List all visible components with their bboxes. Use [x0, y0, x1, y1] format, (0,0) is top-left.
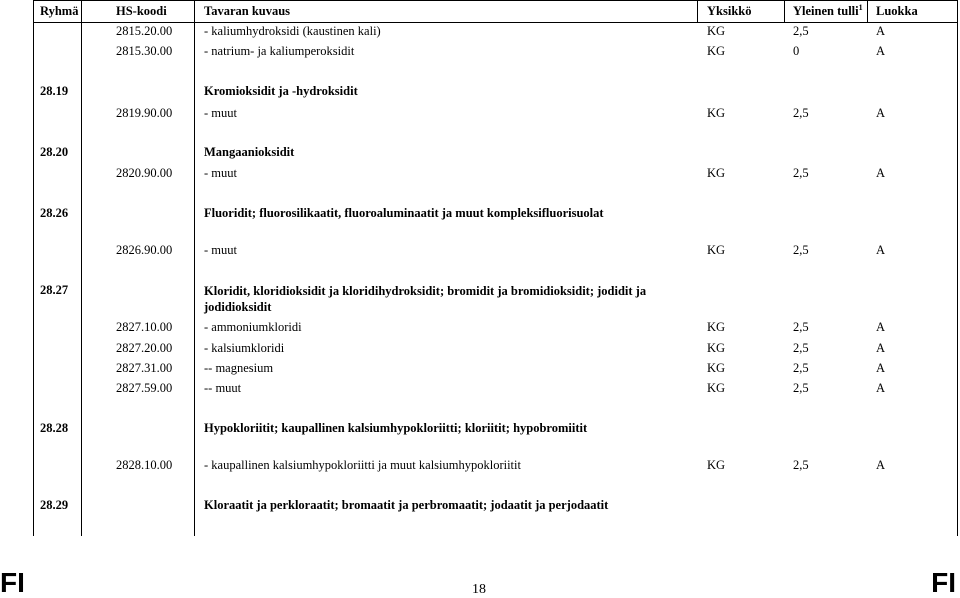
header-ryhma: Ryhmä: [40, 4, 79, 18]
description: - kaliumhydroksidi (kaustinen kali): [204, 24, 381, 38]
table-row: [34, 44, 957, 62]
description: - ammoniumkloridi: [204, 320, 302, 334]
group-code: 28.26: [40, 206, 69, 220]
tariff-rate: 2,5: [793, 381, 809, 395]
unit: KG: [707, 341, 726, 355]
unit: KG: [707, 106, 726, 120]
table-row: [34, 24, 957, 42]
tariff-rate: 0: [793, 44, 800, 58]
unit: KG: [707, 166, 726, 180]
group-description: Kloraatit ja perkloraatit; bromaatit ja perbromaatit; jodaatit ja perjodaatit: [204, 498, 609, 512]
header-hs-koodi: HS-koodi: [116, 4, 167, 18]
class: A: [876, 106, 886, 120]
header-bottom-border: [34, 22, 957, 23]
class: A: [876, 320, 886, 334]
group-description: Kromioksidit ja -hydroksidit: [204, 84, 358, 98]
class: A: [876, 44, 886, 58]
table-row: [34, 458, 957, 476]
unit: KG: [707, 361, 726, 375]
hs-code: 2827.59.00: [116, 381, 173, 395]
group-code: 28.27: [40, 283, 69, 297]
table-row: [34, 320, 957, 338]
tariff-rate: 2,5: [793, 24, 809, 38]
footer-country-code-right: FI: [931, 567, 956, 598]
description: - natrium- ja kaliumperoksidit: [204, 44, 355, 58]
description: - muut: [204, 243, 237, 257]
unit: KG: [707, 458, 726, 472]
table-row: [34, 381, 957, 399]
group-code: 28.20: [40, 145, 69, 159]
header-yksikko: Yksikkö: [707, 4, 752, 18]
column-divider: [81, 0, 82, 536]
footer-country-code-left: FI: [0, 567, 25, 598]
tariff-rate: 2,5: [793, 166, 809, 180]
table-header: [34, 0, 957, 22]
unit: KG: [707, 24, 726, 38]
class: A: [876, 24, 886, 38]
group-description: Mangaanioksidit: [204, 145, 295, 159]
table-row-group: [34, 84, 957, 102]
table-row: [34, 243, 957, 261]
table-row-group: [34, 145, 957, 163]
class: A: [876, 361, 886, 375]
tariff-rate: 2,5: [793, 361, 809, 375]
column-divider: [194, 0, 195, 536]
hs-code: 2826.90.00: [116, 243, 173, 257]
group-code: 28.29: [40, 498, 69, 512]
description: -- muut: [204, 381, 242, 395]
table-row: [34, 166, 957, 184]
tariff-rate: 2,5: [793, 243, 809, 257]
group-description: Fluoridit; fluorosilikaatit, fluoroaluminaatit ja muut kompleksifluorisuolat: [204, 206, 604, 220]
table-row: [34, 361, 957, 379]
header-tulli: [793, 4, 863, 19]
table-row-group: [34, 283, 957, 317]
hs-code: 2827.10.00: [116, 320, 173, 334]
hs-code: 2827.20.00: [116, 341, 173, 355]
class: A: [876, 243, 886, 257]
group-code: 28.19: [40, 84, 69, 98]
description: - muut: [204, 106, 237, 120]
footnote-marker: 1: [858, 2, 863, 12]
tariff-rate: 2,5: [793, 458, 809, 472]
table-row-group: [34, 206, 957, 224]
tariff-rate: 2,5: [793, 320, 809, 334]
table-row: [34, 106, 957, 124]
table-row-group: [34, 421, 957, 439]
description: - muut: [204, 166, 237, 180]
class: A: [876, 166, 886, 180]
group-description: Hypokloriitit; kaupallinen kalsiumhypokloriitti; kloriitit; hypobromiitit: [204, 421, 588, 435]
description: - kalsiumkloridi: [204, 341, 285, 355]
table-row: [34, 341, 957, 359]
table-row-group: [34, 498, 957, 516]
hs-code: 2820.90.00: [116, 166, 173, 180]
description: - kaupallinen kalsiumhypokloriitti ja muut kalsiumhypokloriitit: [204, 458, 521, 472]
unit: KG: [707, 320, 726, 334]
tariff-rate: 2,5: [793, 341, 809, 355]
unit: KG: [707, 44, 726, 58]
header-kuvaus: Tavaran kuvaus: [204, 4, 291, 18]
hs-code: 2815.30.00: [116, 44, 173, 58]
description: -- magnesium: [204, 361, 274, 375]
hs-code: 2819.90.00: [116, 106, 173, 120]
hs-code: 2828.10.00: [116, 458, 173, 472]
group-code: 28.28: [40, 421, 69, 435]
hs-code: 2827.31.00: [116, 361, 173, 375]
page-number: 18: [472, 582, 486, 597]
class: A: [876, 341, 886, 355]
tariff-table: [33, 0, 958, 536]
unit: KG: [707, 243, 726, 257]
header-tulli-label: Yleinen tulli: [793, 4, 859, 18]
hs-code: 2815.20.00: [116, 24, 173, 38]
class: A: [876, 458, 886, 472]
class: A: [876, 381, 886, 395]
group-description: Kloridit, kloridioksidit ja kloridihydroksidit; bromidit ja bromidioksidit; jodidit ja jodidioksidit: [204, 284, 647, 314]
header-luokka: Luokka: [876, 4, 918, 18]
tariff-rate: 2,5: [793, 106, 809, 120]
unit: KG: [707, 381, 726, 395]
